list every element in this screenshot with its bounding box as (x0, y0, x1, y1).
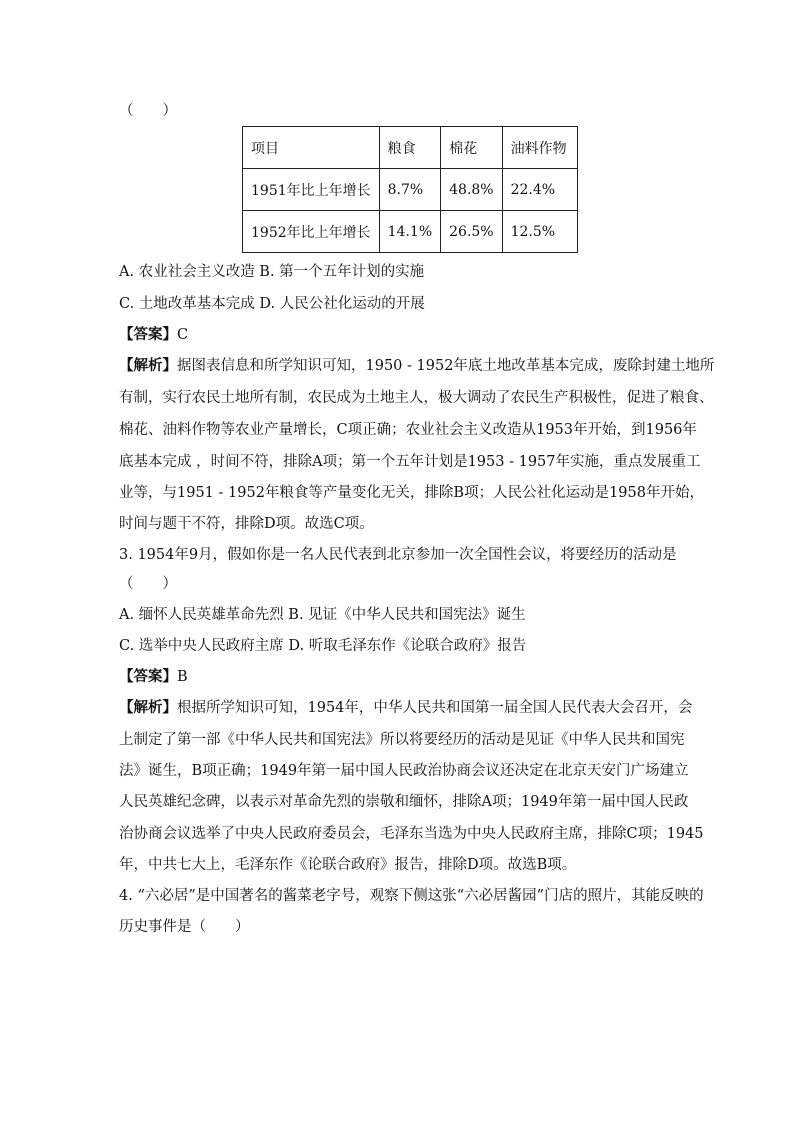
table-header-cell: 项目 (243, 127, 380, 169)
q3-paren: （ ） (119, 576, 177, 592)
q2-analysis-line: 业等，与1951 - 1952年粮食等产量变化无关，排除B项；人民公社化运动是1958年开始， (119, 485, 704, 501)
q2-analysis-line: 有制，实行农民土地所有制，农民成为土地主人，极大调动了农民生产积极性，促进了粮食、 (119, 390, 714, 406)
q2-table (242, 126, 578, 253)
table-cell: 48.8% (441, 169, 502, 211)
analysis-label: 【解析】 (119, 357, 177, 374)
table-cell: 8.7% (379, 169, 440, 211)
q2-analysis-line: 底基本完成 ，时间不符，排除A项；第一个五年计划是1953 - 1957年实施，重点发展重工 (119, 454, 701, 470)
q2-options-ab: A. 农业社会主义改造 B. 第一个五年计划的实施 (119, 264, 425, 280)
q3-options-cd: C. 选举中央人民政府主席 D. 听取毛泽东作《论联合政府》报告 (119, 638, 527, 654)
table-header-row (243, 127, 578, 169)
q4-stem: 4. “六必居”是中国著名的酱菜老字号，观察下侧这张“六必居酱园”门店的照片，其能反映的 (119, 888, 704, 904)
q3-analysis-line: 上制定了第一部《中华人民共和国宪法》所以将要经历的活动是见证《中华人民共和国宪 (119, 732, 685, 748)
table-row (243, 211, 578, 253)
table-cell: 1951年比上年增长 (243, 169, 380, 211)
table-cell: 1952年比上年增长 (243, 211, 380, 253)
q2-analysis-line (119, 356, 714, 376)
answer-label: 【答案】 (119, 668, 177, 685)
q2-answer (119, 325, 188, 345)
q2-options-cd: C. 土地改革基本完成 D. 人民公社化运动的开展 (119, 296, 425, 312)
q3-analysis-line: 年，中共七大上，毛泽东作《论联合政府》报告，排除D项。故选B项。 (119, 857, 577, 873)
answer-value: C (177, 327, 189, 343)
q2-analysis-line: 棉花、油料作物等农业产量增长，C项正确；农业社会主义改造从1953年开始，到1956年 (119, 422, 697, 438)
analysis-text: 据图表信息和所学知识可知，1950 - 1952年底土地改革基本完成，废除封建土地所 (177, 358, 715, 374)
table-cell: 26.5% (441, 211, 502, 253)
answer-label: 【答案】 (119, 326, 177, 343)
table-cell: 22.4% (502, 169, 577, 211)
q3-answer (119, 667, 188, 687)
q3-analysis-line: 人民英雄纪念碑，以表示对革命先烈的崇敬和缅怀，排除A项；1949年第一届中国人民政 (119, 794, 689, 810)
table-header-cell: 粮食 (379, 127, 440, 169)
q3-analysis-line: 治协商会议选举了中央人民政府委员会，毛泽东当选为中央人民政府主席，排除C项；1945 (119, 826, 704, 842)
q3-options-ab: A. 缅怀人民英雄革命先烈 B. 见证《中华人民共和国宪法》诞生 (119, 607, 526, 623)
answer-value: B (177, 669, 188, 685)
analysis-text: 根据所学知识可知，1954年，中华人民共和国第一届全国人民代表大会召开，会 (177, 700, 693, 716)
table-header-cell: 棉花 (441, 127, 502, 169)
q2-analysis-line: 时间与题干不符，排除D项。故选C项。 (119, 516, 374, 532)
analysis-label: 【解析】 (119, 699, 177, 716)
q3-analysis-line (119, 698, 692, 718)
q4-stem-cont: 历史事件是（ ） (119, 919, 250, 935)
table-row (243, 169, 578, 211)
table-header-cell: 油料作物 (502, 127, 577, 169)
table-cell: 14.1% (379, 211, 440, 253)
q2-paren: （ ） (119, 103, 177, 119)
table-cell: 12.5% (502, 211, 577, 253)
q3-stem: 3. 1954年9月，假如你是一名人民代表到北京参加一次全国性会议，将要经历的活动是 (119, 547, 677, 563)
q3-analysis-line: 法》诞生，B项正确；1949年第一届中国人民政治协商会议还决定在北京天安门广场建立 (119, 763, 689, 779)
